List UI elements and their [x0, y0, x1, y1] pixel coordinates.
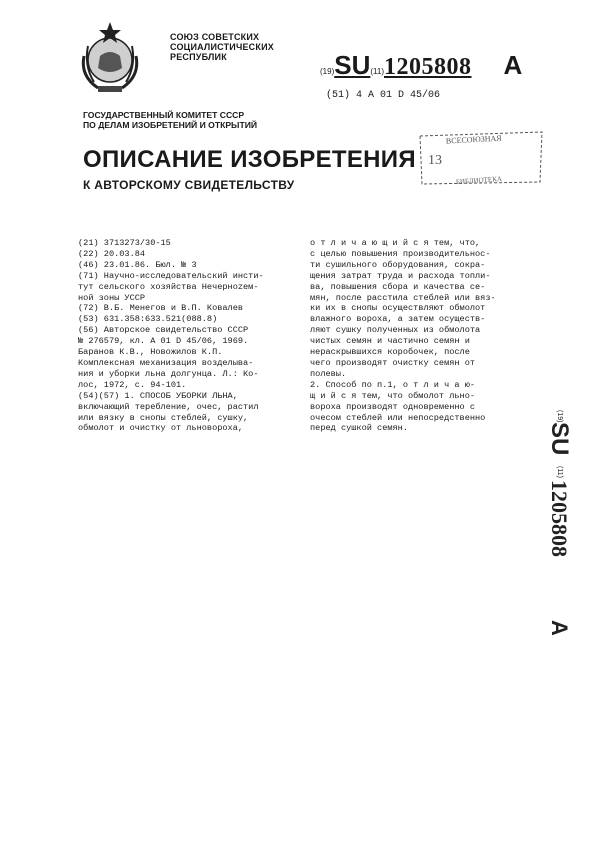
text-line: перед сушкой семян. [310, 423, 408, 434]
text-line: включающий теребление, очес, растил [78, 401, 259, 412]
text-line: обмолот и очистку от льновороха, [78, 423, 244, 434]
text-line: ти сушильного оборудования, сокра- [310, 259, 486, 270]
text-line: щения затрат труда и расхода топли- [310, 270, 491, 281]
text-line: (46) 23.01.86. Бюл. № 3 [78, 259, 197, 270]
text-line: Баранов К.В., Новожилов К.П. [78, 347, 223, 358]
text-line: № 276579, кл. A 01 D 45/06, 1969. [78, 336, 249, 347]
text-line: (22) 20.03.84 [78, 248, 146, 259]
country-line: СОЦИАЛИСТИЧЕСКИХ [170, 42, 274, 52]
text-line: (72) В.Б. Менегов и В.П. Ковалев [78, 303, 244, 314]
text-line: щ и й с я тем, что обмолот льно- [310, 390, 476, 401]
text-line: тут сельского хозяйства Нечерноzем- [78, 281, 259, 292]
side-country-code: SU [546, 422, 573, 456]
text-line: очесом стеблей или непосредственно [310, 412, 486, 423]
patent-number: 1205808 [384, 54, 472, 80]
code-11: (11) [370, 67, 384, 76]
text-line: с целью повышения производительнос- [310, 248, 491, 259]
kind-code: A [503, 50, 523, 80]
country-name [170, 32, 274, 62]
committee-line: ПО ДЕЛАМ ИЗОБРЕТЕНИЙ И ОТКРЫТИЙ [83, 120, 258, 130]
side-patent-number: 1205808 [547, 480, 572, 557]
text-line: (21) 3713273/30-15 [78, 238, 171, 248]
text-line: вороха производят одновременно с [310, 401, 476, 412]
text-line: влажного вороха, а затем осуществ- [310, 314, 486, 325]
text-line: полевы. [310, 368, 347, 379]
stamp-line: БИБЛИОТЕКА [455, 174, 503, 187]
text-line: чистых семян и частично семян и [310, 336, 470, 347]
committee-line: ГОСУДАРСТВЕННЫЙ КОМИТЕТ СССР [83, 110, 245, 120]
text-line: ляют сушку полученных из обмолота [310, 325, 481, 336]
code-19: (19) [320, 67, 335, 76]
text-line: (53) 631.358:633.521(088.8) [78, 314, 218, 325]
text-line: чего производят очистку семян от [310, 357, 476, 368]
text-line: Комплексная механизация возделыва- [78, 357, 254, 368]
text-line: ния и уборки льна долгунца. Л.: Ко- [78, 368, 259, 379]
side-kind-code: A [547, 620, 572, 636]
stamp-line: 13 [428, 153, 442, 168]
stamp-line: ВСЕСОЮЗНАЯ [445, 133, 502, 146]
ussr-emblem-icon [70, 16, 150, 96]
right-column [310, 238, 538, 434]
side-code-11: (11) [556, 466, 563, 478]
ipc-classification: (51) 4 A 01 D 45/06 [326, 90, 441, 101]
text-line: (54)(57) 1. СПОСОБ УБОРКИ ЛЬНА, [78, 390, 238, 401]
text-line: (56) Авторское свидетельство СССР [78, 325, 249, 336]
library-stamp [416, 126, 546, 188]
text-line: мян, после расстила стеблей или вяз- [310, 292, 496, 303]
text-line: ной зоны УССР [78, 292, 146, 303]
side-publication-number [520, 410, 590, 645]
text-line: о т л и ч а ю щ и й с я тем, что, [310, 238, 481, 248]
left-column [78, 238, 303, 434]
text-line: (71) Научно-исследовательский инсти- [78, 270, 264, 281]
side-code-19: (19) [556, 410, 563, 423]
text-line: ки их в снопы осуществляют обмолот [310, 303, 486, 314]
country-line: СОЮЗ СОВЕТСКИХ [170, 32, 260, 42]
text-line: или вязку в снопы стеблей, сушку, [78, 412, 249, 423]
text-line: нераскрывшихся коробочек, после [310, 347, 470, 358]
publication-number [320, 50, 522, 81]
text-line: ва, повышения сбора и качества се- [310, 281, 486, 292]
text-line: лос, 1972, с. 94-101. [78, 379, 187, 390]
text-line: 2. Способ по п.1, о т л и ч а ю- [310, 379, 476, 390]
document-subtitle: К АВТОРСКОМУ СВИДЕТЕЛЬСТВУ [83, 178, 295, 192]
committee-name [83, 110, 257, 130]
document-title: ОПИСАНИЕ ИЗОБРЕТЕНИЯ [83, 146, 416, 173]
country-code: SU [334, 50, 371, 80]
country-line: РЕСПУБЛИК [170, 52, 227, 62]
